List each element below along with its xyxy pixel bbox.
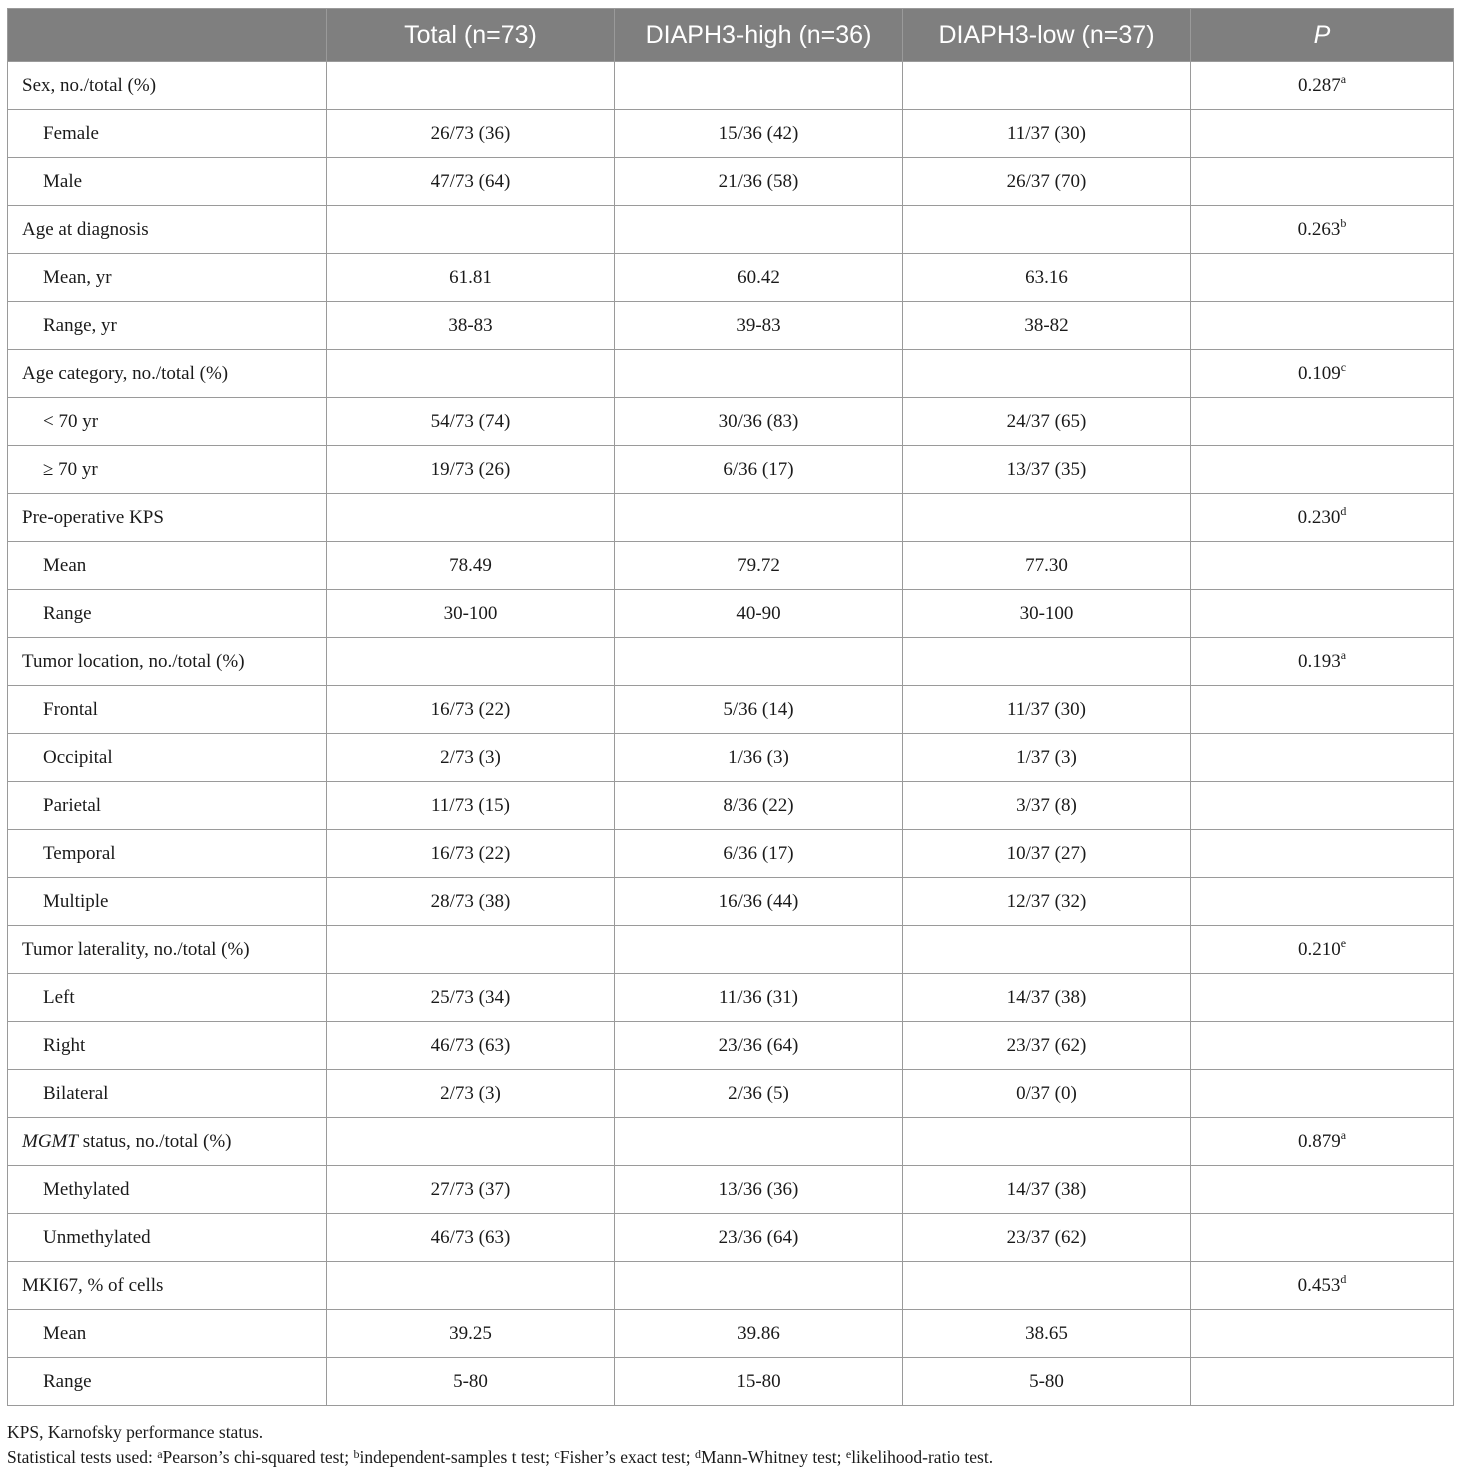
table-row xyxy=(8,1214,1454,1262)
table-row xyxy=(8,1358,1454,1406)
row-label-text: Mean xyxy=(43,1322,87,1344)
row-label-italic: MGMT xyxy=(22,1130,78,1152)
header-diaph3-low: DIAPH3-low (n=37) xyxy=(903,9,1191,62)
table-row xyxy=(8,110,1454,158)
cell-diaph3-low xyxy=(903,350,1191,398)
cell-p-value xyxy=(1191,494,1454,542)
cell-diaph3-low: 13/37 (35) xyxy=(903,446,1191,494)
row-label xyxy=(8,782,327,830)
cell-p-value xyxy=(1191,254,1454,302)
row-label xyxy=(8,1166,327,1214)
cell-p-value xyxy=(1191,446,1454,494)
cell-diaph3-high xyxy=(615,494,903,542)
row-label xyxy=(8,590,327,638)
row-label xyxy=(8,926,327,974)
table-row xyxy=(8,542,1454,590)
cell-total: 16/73 (22) xyxy=(327,830,615,878)
row-label xyxy=(8,1310,327,1358)
row-label xyxy=(8,734,327,782)
footnote-test-name: Mann-Whitney test; xyxy=(701,1447,846,1467)
p-value-test-marker: c xyxy=(1340,359,1347,374)
row-label-text: Methylated xyxy=(43,1178,130,1200)
cell-diaph3-low: 23/37 (62) xyxy=(903,1214,1191,1262)
footnote-test-marker: b xyxy=(353,1447,360,1461)
row-label xyxy=(8,350,327,398)
p-value: 0.287 xyxy=(1297,74,1341,96)
cell-total: 39.25 xyxy=(327,1310,615,1358)
table-row xyxy=(8,974,1454,1022)
row-label-text: Parietal xyxy=(43,794,102,816)
table-group-row xyxy=(8,926,1454,974)
footnote-test-marker: a xyxy=(157,1447,163,1461)
cell-diaph3-low xyxy=(903,1118,1191,1166)
cell-p-value xyxy=(1191,1262,1454,1310)
cell-p-value xyxy=(1191,110,1454,158)
cell-diaph3-low: 1/37 (3) xyxy=(903,734,1191,782)
footnote-test-name: Fisher’s exact test; xyxy=(559,1447,696,1467)
row-label xyxy=(8,1358,327,1406)
cell-total: 19/73 (26) xyxy=(327,446,615,494)
cell-p-value xyxy=(1191,542,1454,590)
cell-diaph3-high xyxy=(615,1118,903,1166)
cell-p-value xyxy=(1191,830,1454,878)
cell-diaph3-low: 12/37 (32) xyxy=(903,878,1191,926)
footnote-test-name: Pearson’s chi-squared test; xyxy=(162,1447,354,1467)
row-label-text: Age at diagnosis xyxy=(22,218,149,240)
p-value: 0.193 xyxy=(1297,650,1341,672)
table-row xyxy=(8,590,1454,638)
cell-p-value xyxy=(1191,1022,1454,1070)
row-label-text: Tumor laterality, no./total (%) xyxy=(22,938,250,960)
row-label xyxy=(8,254,327,302)
footnote-test-name: likelihood-ratio test. xyxy=(851,1447,994,1467)
row-label xyxy=(8,1022,327,1070)
row-label-text: Pre-operative KPS xyxy=(22,506,164,528)
cell-diaph3-high: 23/36 (64) xyxy=(615,1214,903,1262)
cell-diaph3-low: 11/37 (30) xyxy=(903,686,1191,734)
footnote-test-marker: c xyxy=(554,1447,560,1461)
p-value: 0.879 xyxy=(1297,1130,1341,1152)
cell-diaph3-high: 1/36 (3) xyxy=(615,734,903,782)
cell-diaph3-low xyxy=(903,638,1191,686)
cell-diaph3-high: 2/36 (5) xyxy=(615,1070,903,1118)
row-label-text: Range xyxy=(43,602,92,624)
cell-diaph3-high: 5/36 (14) xyxy=(615,686,903,734)
row-label xyxy=(8,1070,327,1118)
row-label xyxy=(8,494,327,542)
cell-p-value xyxy=(1191,1358,1454,1406)
row-label xyxy=(8,302,327,350)
cell-p-value xyxy=(1191,398,1454,446)
cell-diaph3-low: 30-100 xyxy=(903,590,1191,638)
cell-p-value xyxy=(1191,590,1454,638)
p-value: 0.453 xyxy=(1297,1274,1341,1296)
table-row xyxy=(8,830,1454,878)
row-label xyxy=(8,686,327,734)
row-label-text: Temporal xyxy=(43,842,116,864)
cell-diaph3-low: 77.30 xyxy=(903,542,1191,590)
footnote-test-name: independent-samples t test; xyxy=(359,1447,555,1467)
cell-total: 38-83 xyxy=(327,302,615,350)
table-row xyxy=(8,398,1454,446)
table-row xyxy=(8,446,1454,494)
cell-total: 54/73 (74) xyxy=(327,398,615,446)
p-value-test-marker: a xyxy=(1340,647,1347,662)
cell-total xyxy=(327,638,615,686)
cell-diaph3-high: 30/36 (83) xyxy=(615,398,903,446)
row-label xyxy=(8,398,327,446)
footnote-test-marker: e xyxy=(845,1447,852,1461)
cell-diaph3-high: 11/36 (31) xyxy=(615,974,903,1022)
cell-diaph3-low: 0/37 (0) xyxy=(903,1070,1191,1118)
cell-diaph3-high: 23/36 (64) xyxy=(615,1022,903,1070)
row-label-text: status, no./total (%) xyxy=(77,1130,232,1152)
row-label xyxy=(8,878,327,926)
table-footnotes xyxy=(7,1420,1453,1470)
cell-diaph3-low: 14/37 (38) xyxy=(903,974,1191,1022)
cell-total: 47/73 (64) xyxy=(327,158,615,206)
row-label-text: Sex, no./total (%) xyxy=(22,74,157,96)
cell-total: 30-100 xyxy=(327,590,615,638)
cell-diaph3-high xyxy=(615,350,903,398)
cell-diaph3-high: 16/36 (44) xyxy=(615,878,903,926)
cell-diaph3-high: 6/36 (17) xyxy=(615,830,903,878)
table-row xyxy=(8,878,1454,926)
row-label xyxy=(8,446,327,494)
cell-total: 26/73 (36) xyxy=(327,110,615,158)
table-row xyxy=(8,734,1454,782)
cell-p-value xyxy=(1191,686,1454,734)
row-label-text: Frontal xyxy=(43,698,98,720)
cell-p-value xyxy=(1191,1214,1454,1262)
cell-diaph3-low: 26/37 (70) xyxy=(903,158,1191,206)
cell-total: 78.49 xyxy=(327,542,615,590)
row-label xyxy=(8,62,327,110)
cell-diaph3-high xyxy=(615,1262,903,1310)
cell-total xyxy=(327,350,615,398)
row-label-text: Left xyxy=(43,986,75,1008)
p-value-test-marker: b xyxy=(1340,215,1347,230)
cell-total: 27/73 (37) xyxy=(327,1166,615,1214)
row-label-text: Right xyxy=(43,1034,86,1056)
table-group-row xyxy=(8,638,1454,686)
cell-total xyxy=(327,926,615,974)
cell-diaph3-high: 39-83 xyxy=(615,302,903,350)
table-row xyxy=(8,158,1454,206)
cell-total: 16/73 (22) xyxy=(327,686,615,734)
p-value-test-marker: d xyxy=(1340,1271,1347,1286)
table-group-row xyxy=(8,62,1454,110)
p-value-test-marker: a xyxy=(1340,1127,1347,1142)
row-label xyxy=(8,206,327,254)
cell-total: 2/73 (3) xyxy=(327,734,615,782)
cell-diaph3-high: 60.42 xyxy=(615,254,903,302)
footnote-test-marker: d xyxy=(695,1447,702,1461)
cell-diaph3-low xyxy=(903,206,1191,254)
table-group-row xyxy=(8,1262,1454,1310)
row-label xyxy=(8,542,327,590)
cell-total: 28/73 (38) xyxy=(327,878,615,926)
cell-diaph3-high: 8/36 (22) xyxy=(615,782,903,830)
row-label xyxy=(8,1262,327,1310)
table-group-row xyxy=(8,350,1454,398)
table-row xyxy=(8,1310,1454,1358)
footnote-abbreviations: KPS, Karnofsky performance status. xyxy=(7,1422,264,1442)
row-label-text: Range xyxy=(43,1370,92,1392)
cell-p-value xyxy=(1191,206,1454,254)
header-characteristic xyxy=(8,9,327,62)
p-value-test-marker: e xyxy=(1340,935,1347,950)
cell-diaph3-low: 3/37 (8) xyxy=(903,782,1191,830)
characteristics-table-container xyxy=(7,8,1453,1406)
cell-diaph3-high: 6/36 (17) xyxy=(615,446,903,494)
cell-diaph3-high xyxy=(615,206,903,254)
cell-diaph3-high: 40-90 xyxy=(615,590,903,638)
cell-diaph3-low: 38-82 xyxy=(903,302,1191,350)
row-label-text: Multiple xyxy=(43,890,109,912)
cell-diaph3-high: 15/36 (42) xyxy=(615,110,903,158)
table-group-row xyxy=(8,494,1454,542)
cell-diaph3-low: 24/37 (65) xyxy=(903,398,1191,446)
cell-diaph3-high: 15-80 xyxy=(615,1358,903,1406)
cell-diaph3-low xyxy=(903,62,1191,110)
cell-total xyxy=(327,62,615,110)
row-label-text: Female xyxy=(43,122,99,144)
cell-diaph3-low xyxy=(903,1262,1191,1310)
cell-p-value xyxy=(1191,878,1454,926)
cell-diaph3-low: 11/37 (30) xyxy=(903,110,1191,158)
table-group-row xyxy=(8,206,1454,254)
cell-total xyxy=(327,494,615,542)
row-label-text: ≥ 70 yr xyxy=(43,458,98,480)
cell-total xyxy=(327,1118,615,1166)
cell-p-value xyxy=(1191,638,1454,686)
footnote-statistical-tests xyxy=(7,1445,1453,1470)
row-label xyxy=(8,638,327,686)
row-label-text: Unmethylated xyxy=(43,1226,151,1248)
cell-diaph3-high: 79.72 xyxy=(615,542,903,590)
p-value: 0.109 xyxy=(1297,362,1341,384)
cell-p-value xyxy=(1191,350,1454,398)
cell-diaph3-high: 39.86 xyxy=(615,1310,903,1358)
header-diaph3-high: DIAPH3-high (n=36) xyxy=(615,9,903,62)
cell-diaph3-high xyxy=(615,638,903,686)
row-label-text: Male xyxy=(43,170,83,192)
p-value: 0.263 xyxy=(1297,218,1341,240)
cell-p-value xyxy=(1191,1070,1454,1118)
cell-diaph3-high xyxy=(615,62,903,110)
row-label-text: < 70 yr xyxy=(43,410,99,432)
row-label xyxy=(8,974,327,1022)
row-label-text: Bilateral xyxy=(43,1082,109,1104)
cell-diaph3-high: 21/36 (58) xyxy=(615,158,903,206)
header-row xyxy=(8,9,1454,62)
cell-diaph3-low: 23/37 (62) xyxy=(903,1022,1191,1070)
row-label-text: Age category, no./total (%) xyxy=(22,362,229,384)
characteristics-table xyxy=(7,8,1454,1406)
table-row xyxy=(8,686,1454,734)
table-row xyxy=(8,1022,1454,1070)
cell-p-value xyxy=(1191,734,1454,782)
cell-diaph3-low: 38.65 xyxy=(903,1310,1191,1358)
cell-total: 5-80 xyxy=(327,1358,615,1406)
cell-diaph3-low: 5-80 xyxy=(903,1358,1191,1406)
table-row xyxy=(8,302,1454,350)
table-row xyxy=(8,1070,1454,1118)
row-label-text: MKI67, % of cells xyxy=(22,1274,164,1296)
cell-p-value xyxy=(1191,158,1454,206)
cell-total: 11/73 (15) xyxy=(327,782,615,830)
row-label xyxy=(8,1214,327,1262)
cell-p-value xyxy=(1191,926,1454,974)
header-total: Total (n=73) xyxy=(327,9,615,62)
cell-diaph3-high xyxy=(615,926,903,974)
cell-total: 61.81 xyxy=(327,254,615,302)
row-label xyxy=(8,110,327,158)
cell-diaph3-low: 14/37 (38) xyxy=(903,1166,1191,1214)
cell-diaph3-low xyxy=(903,926,1191,974)
cell-total: 46/73 (63) xyxy=(327,1214,615,1262)
p-value: 0.210 xyxy=(1297,938,1341,960)
cell-p-value xyxy=(1191,1118,1454,1166)
p-value-test-marker: a xyxy=(1340,71,1347,86)
row-label-text: Occipital xyxy=(43,746,113,768)
row-label-text: Tumor location, no./total (%) xyxy=(22,650,245,672)
table-row xyxy=(8,1166,1454,1214)
cell-total xyxy=(327,1262,615,1310)
cell-p-value xyxy=(1191,62,1454,110)
row-label xyxy=(8,158,327,206)
cell-diaph3-high: 13/36 (36) xyxy=(615,1166,903,1214)
cell-total: 46/73 (63) xyxy=(327,1022,615,1070)
cell-diaph3-low xyxy=(903,494,1191,542)
cell-p-value xyxy=(1191,302,1454,350)
table-body xyxy=(8,62,1454,1406)
cell-total xyxy=(327,206,615,254)
table-header xyxy=(8,9,1454,62)
row-label-text: Range, yr xyxy=(43,314,117,336)
table-group-row xyxy=(8,1118,1454,1166)
cell-diaph3-low: 10/37 (27) xyxy=(903,830,1191,878)
header-p-value: P xyxy=(1191,9,1454,62)
table-row xyxy=(8,782,1454,830)
footnote-tests-prefix: Statistical tests used: xyxy=(7,1447,158,1467)
p-value: 0.230 xyxy=(1297,506,1341,528)
cell-total: 2/73 (3) xyxy=(327,1070,615,1118)
cell-p-value xyxy=(1191,1166,1454,1214)
row-label xyxy=(8,1118,327,1166)
row-label-text: Mean, yr xyxy=(43,266,112,288)
cell-diaph3-low: 63.16 xyxy=(903,254,1191,302)
table-row xyxy=(8,254,1454,302)
row-label xyxy=(8,830,327,878)
cell-p-value xyxy=(1191,782,1454,830)
row-label-text: Mean xyxy=(43,554,87,576)
cell-p-value xyxy=(1191,1310,1454,1358)
cell-total: 25/73 (34) xyxy=(327,974,615,1022)
p-value-test-marker: d xyxy=(1340,503,1347,518)
cell-p-value xyxy=(1191,974,1454,1022)
